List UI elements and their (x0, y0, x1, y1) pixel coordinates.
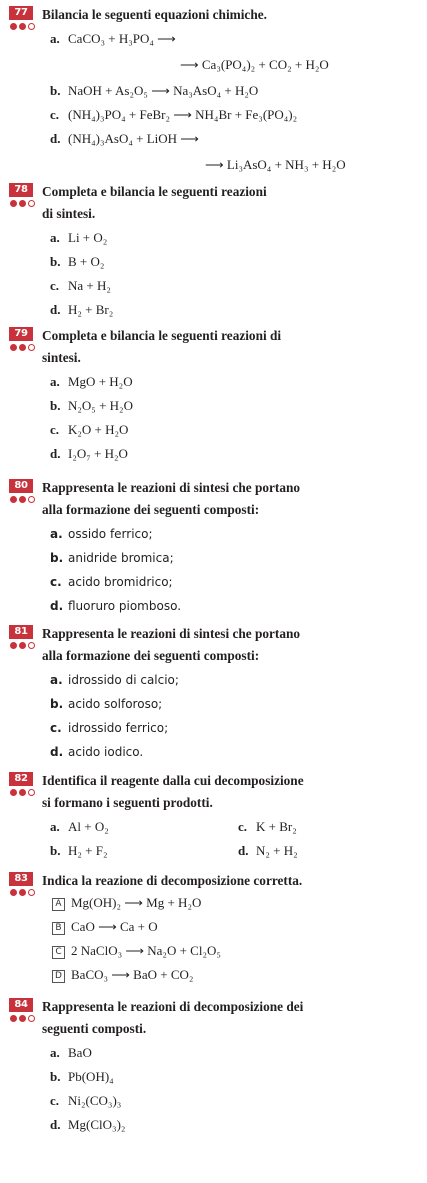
exercise-title: Completa e bilancia le seguenti reazioni di (42, 328, 282, 343)
list-item: b. anidride bromica; (50, 551, 174, 565)
list-item: a. BaO (50, 1045, 92, 1060)
exercise-title: Identifica il reagente dalla cui decomposizione (42, 773, 304, 788)
exercise-number: 79 (9, 327, 33, 341)
list-item: b. Pb(OH)₄ (50, 1069, 114, 1084)
list-item: b. NaOH + As₂O₅ ⟶ Na₃AsO₄ + H₂O (50, 83, 259, 98)
list-item: b. acido solforoso; (50, 697, 163, 711)
exercise-number: 83 (9, 872, 33, 886)
exercise-number: 77 (9, 6, 33, 20)
equation-continuation: ⟶ Li₃AsO₄ + NH₃ + H₂O (205, 157, 346, 172)
list-item: d. fluoruro piomboso. (50, 599, 182, 613)
list-item: d. (NH₄)₃AsO₄ + LiOH ⟶ (50, 131, 199, 146)
list-item: d. acido iodico. (50, 745, 144, 759)
list-item: c. K + Br₂ (238, 819, 297, 834)
list-item: c. Ni₂(CO₃)₃ (50, 1093, 122, 1108)
list-item: c. K₂O + H₂O (50, 422, 129, 437)
list-item: d. Mg(ClO₃)₂ (50, 1117, 126, 1132)
difficulty-indicator (10, 496, 35, 504)
exercise-title-line2: sintesi. (42, 350, 81, 365)
difficulty-indicator (10, 23, 35, 31)
list-item: d. I₂O₇ + H₂O (50, 446, 128, 461)
list-item: a. Li + O₂ (50, 230, 108, 245)
list-item: c. idrossido ferrico; (50, 721, 169, 735)
list-item: c. (NH₄)₃PO₄ + FeBr₂ ⟶ NH₄Br + Fe₃(PO₄)₂ (50, 107, 298, 122)
answer-option-b[interactable]: B CaO ⟶ Ca + O (52, 917, 158, 937)
list-item: c. acido bromidrico; (50, 575, 173, 589)
exercise-title: Completa e bilancia le seguenti reazioni (42, 184, 267, 199)
list-item: d. N₂ + H₂ (238, 843, 298, 858)
list-item: a. idrossido di calcio; (50, 673, 179, 687)
exercise-title-line2: si formano i seguenti prodotti. (42, 795, 213, 810)
list-item: b. N₂O₅ + H₂O (50, 398, 133, 413)
answer-option-d[interactable]: D BaCO₃ ⟶ BaO + CO₂ (52, 965, 193, 985)
option-box: B (52, 922, 65, 935)
list-item: a. ossido ferrico; (50, 527, 153, 541)
list-item: c. Na + H₂ (50, 278, 111, 293)
equation-continuation: ⟶ Ca₃(PO₄)₂ + CO₂ + H₂O (180, 57, 329, 72)
list-item: b. B + O₂ (50, 254, 105, 269)
option-box: A (52, 898, 65, 911)
option-box: C (52, 946, 65, 959)
exercise-title: Indica la reazione di decomposizione corretta. (42, 873, 303, 888)
exercise-title: Bilancia le seguenti equazioni chimiche. (42, 7, 267, 22)
list-item: d. H₂ + Br₂ (50, 302, 114, 317)
difficulty-indicator (10, 344, 35, 352)
list-item: a. MgO + H₂O (50, 374, 133, 389)
answer-option-c[interactable]: C 2 NaClO₃ ⟶ Na₂O + Cl₂O₅ (52, 941, 221, 961)
difficulty-indicator (10, 1015, 35, 1023)
option-box: D (52, 970, 65, 983)
exercise-title-line2: alla formazione dei seguenti composti: (42, 648, 260, 663)
difficulty-indicator (10, 200, 35, 208)
exercise-number: 84 (9, 998, 33, 1012)
list-item: a. Al + O₂ (50, 819, 109, 834)
exercise-title-line2: seguenti composti. (42, 1021, 147, 1036)
exercise-title: Rappresenta le reazioni di sintesi che portano (42, 626, 301, 641)
exercise-title-line2: alla formazione dei seguenti composti: (42, 502, 260, 517)
exercise-title-line2: di sintesi. (42, 206, 96, 221)
list-item: a. CaCO₃ + H₃PO₄ ⟶ (50, 31, 176, 46)
list-item: b. H₂ + F₂ (50, 843, 108, 858)
exercise-number: 80 (9, 479, 33, 493)
answer-option-a[interactable]: A Mg(OH)₂ ⟶ Mg + H₂O (52, 893, 201, 913)
difficulty-indicator (10, 642, 35, 650)
exercise-title: Rappresenta le reazioni di decomposizione dei (42, 999, 304, 1014)
exercise-number: 82 (9, 772, 33, 786)
exercise-number: 78 (9, 183, 33, 197)
exercise-number: 81 (9, 625, 33, 639)
difficulty-indicator (10, 889, 35, 897)
difficulty-indicator (10, 789, 35, 797)
exercise-title: Rappresenta le reazioni di sintesi che portano (42, 480, 301, 495)
